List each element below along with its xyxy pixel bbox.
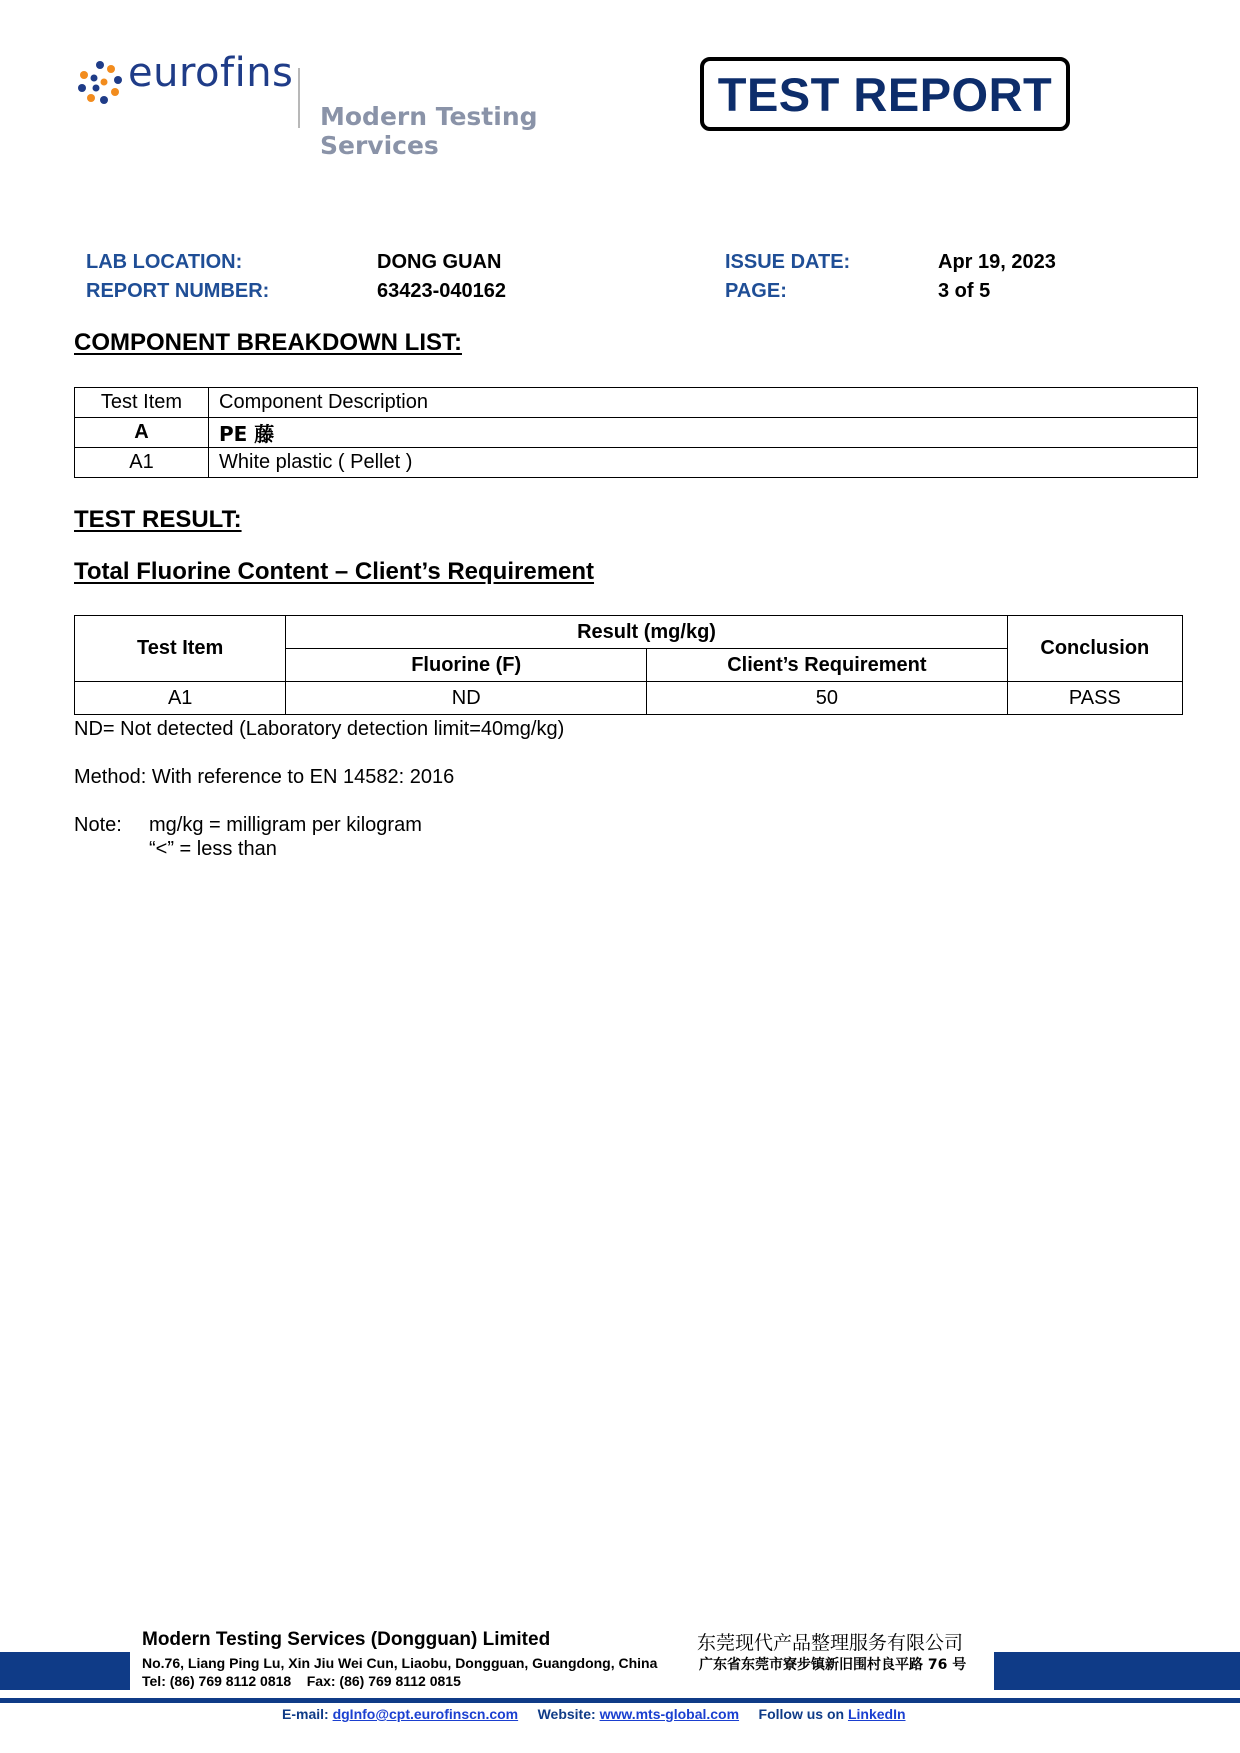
test-result-subheading: Total Fluorine Content – Client’s Requirement: [74, 558, 595, 585]
header-conclusion: Conclusion: [1007, 616, 1182, 682]
linkedin-link[interactable]: LinkedIn: [847, 1706, 906, 1722]
table-header-row: [75, 388, 1198, 418]
header-client-requirement: Client’s Requirement: [647, 649, 1008, 682]
cell-item: A1: [75, 682, 286, 715]
cell-fluorine: ND: [286, 682, 647, 715]
footer-tel: Tel: (86) 769 8112 0818: [142, 1673, 292, 1689]
footer-rule: [0, 1698, 1240, 1703]
footer-phone-fax: [142, 1673, 461, 1689]
follow-label: Follow us on: [758, 1706, 845, 1722]
note-label: Note:: [74, 814, 122, 836]
page-value: 3 of 5: [938, 280, 991, 302]
lab-location-value: DONG GUAN: [377, 251, 502, 273]
cell-conclusion: PASS: [1007, 682, 1182, 715]
note-line: “<” = less than: [149, 838, 277, 860]
footer-contact: [282, 1706, 906, 1722]
email-label: E-mail:: [282, 1706, 329, 1722]
footer-company-name: Modern Testing Services (Dongguan) Limited: [142, 1629, 551, 1650]
footer-address-cn: 广东省东莞市寮步镇新旧围村良平路 76 号: [699, 1657, 967, 1673]
footer-address: No.76, Liang Ping Lu, Xin Jiu Wei Cun, Liaobu, Dongguan, Guangdong, China: [142, 1655, 658, 1671]
footer-band-left: [0, 1652, 130, 1690]
cell-item: A: [75, 418, 209, 448]
header-test-item: Test Item: [75, 388, 209, 418]
cell-item: A1: [75, 448, 209, 478]
test-result-table: [74, 615, 1183, 715]
test-report-badge: [700, 57, 1070, 131]
issue-date-value: Apr 19, 2023: [938, 251, 1056, 273]
nd-note: ND= Not detected (Laboratory detection limit=40mg/kg): [74, 718, 565, 740]
cell-description: PE 藤: [209, 418, 1198, 448]
lab-location-label: LAB LOCATION:: [86, 251, 243, 273]
footer-fax: Fax: (86) 769 8112 0815: [306, 1673, 461, 1689]
issue-date-label: ISSUE DATE:: [725, 251, 851, 273]
email-link[interactable]: dgInfo@cpt.eurofinscn.com: [332, 1706, 519, 1722]
report-number-label: REPORT NUMBER:: [86, 280, 270, 302]
component-breakdown-heading: COMPONENT BREAKDOWN LIST:: [74, 329, 462, 356]
page-label: PAGE:: [725, 280, 787, 302]
logo-wordmark: eurofins: [128, 50, 294, 96]
logo-divider: [298, 68, 300, 128]
footer-band-right: [994, 1652, 1240, 1690]
table-row: [75, 418, 1198, 448]
method-text: Method: With reference to EN 14582: 2016: [74, 766, 455, 788]
component-breakdown-table: [74, 387, 1198, 478]
header-fluorine: Fluorine (F): [286, 649, 647, 682]
note-line: mg/kg = milligram per kilogram: [149, 814, 422, 836]
website-label: Website:: [537, 1706, 596, 1722]
eurofins-dots-icon: [76, 60, 124, 108]
test-result-heading: TEST RESULT:: [74, 506, 242, 533]
header-test-item: Test Item: [75, 616, 286, 682]
table-header-row: [75, 616, 1183, 649]
header-result-group: Result (mg/kg): [286, 616, 1007, 649]
report-title: TEST REPORT: [717, 67, 1053, 121]
table-row: [75, 682, 1183, 715]
footer-company-name-cn: 东莞现代产品整理服务有限公司: [697, 1632, 964, 1654]
eurofins-logo: [76, 50, 616, 160]
table-row: [75, 448, 1198, 478]
logo-subtitle: Modern Testing Services: [320, 102, 538, 160]
website-link[interactable]: www.mts-global.com: [599, 1706, 740, 1722]
header-component-description: Component Description: [209, 388, 1198, 418]
report-number-value: 63423-040162: [377, 280, 507, 302]
cell-description: White plastic ( Pellet ): [209, 448, 1198, 478]
cell-requirement: 50: [647, 682, 1008, 715]
